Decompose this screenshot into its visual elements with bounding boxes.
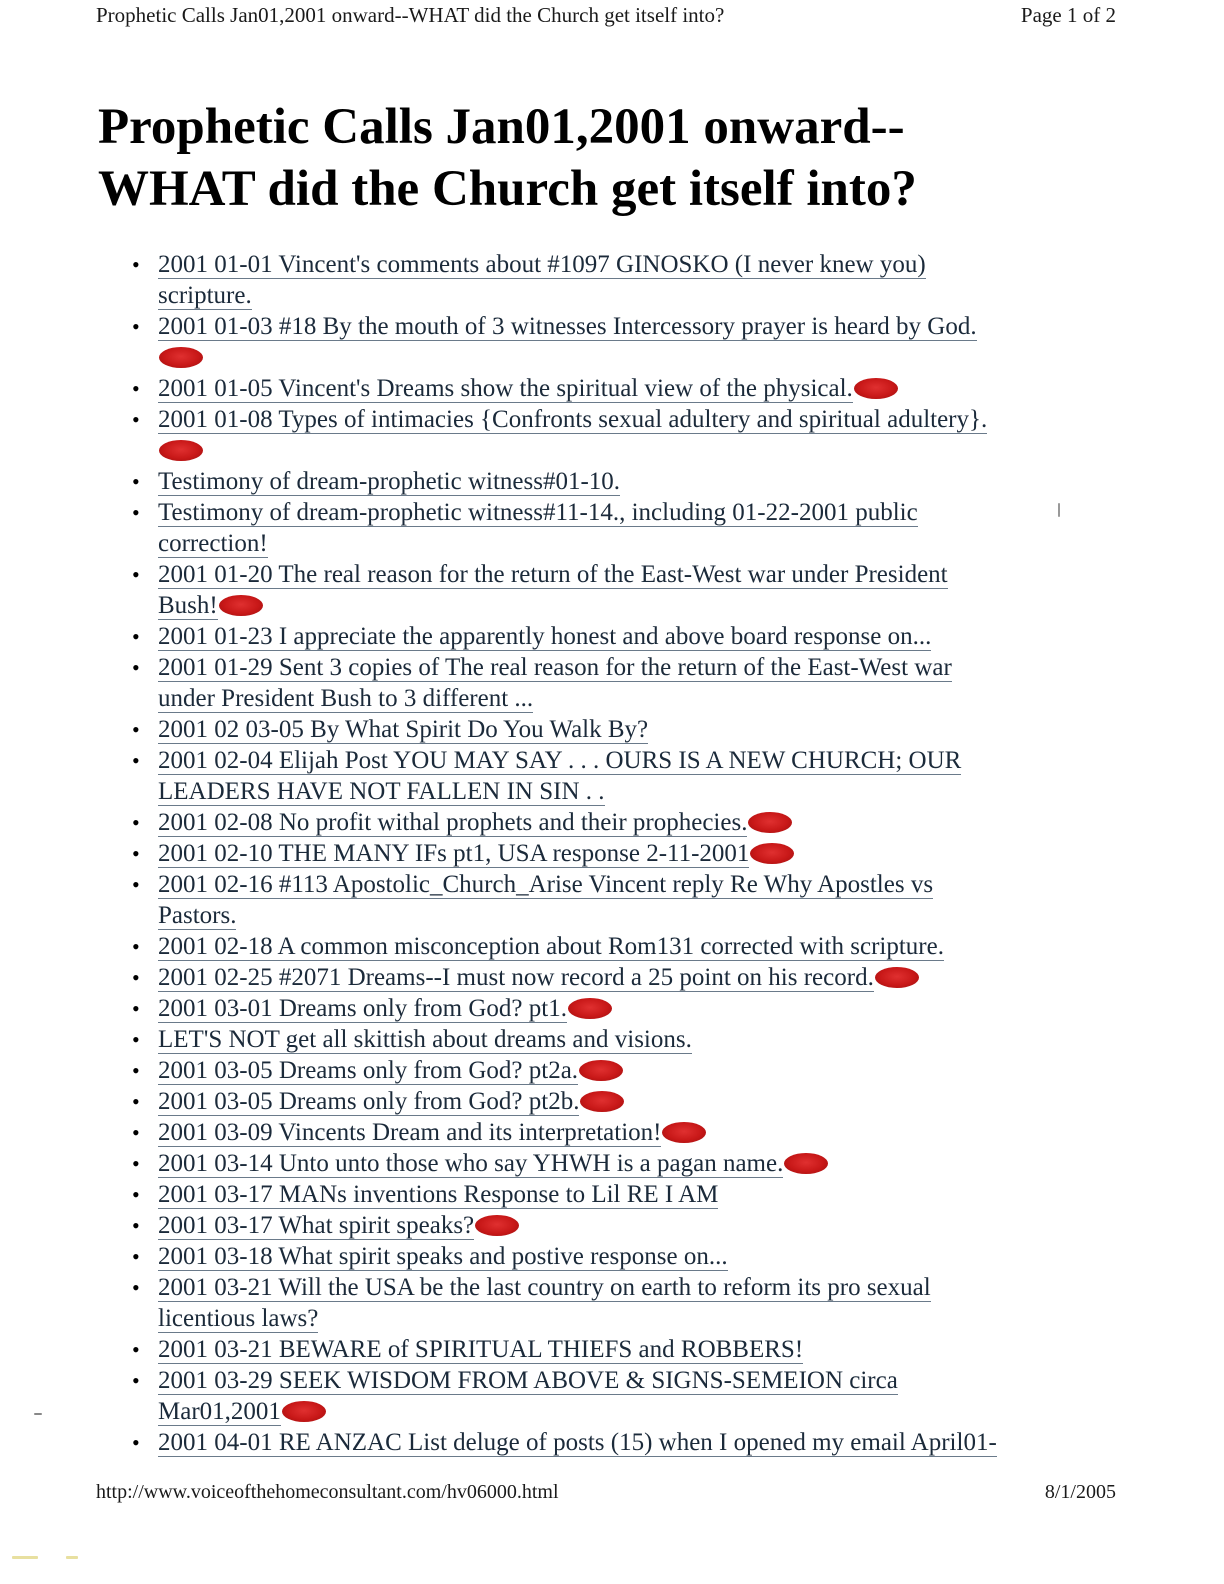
list-item <box>124 373 1084 404</box>
new-marker-icon <box>875 967 919 988</box>
page-title-line-2: WHAT did the Church get itself into? <box>98 161 917 217</box>
bullet-icon: • <box>132 655 140 680</box>
list-item <box>124 1365 1084 1427</box>
list-item <box>124 745 1084 807</box>
post-link[interactable]: 2001 02-25 #2071 Dreams--I must now record a 25 point on his record. <box>158 964 874 991</box>
post-link[interactable]: 2001 03-01 Dreams only from God? pt1. <box>158 995 567 1022</box>
bullet-icon: • <box>132 1244 140 1269</box>
new-marker-icon <box>662 1122 706 1143</box>
post-link[interactable]: 2001 01-08 Types of intimacies {Confronts sexual adultery and spiritual adultery}. <box>158 406 988 433</box>
footer-date: 8/1/2005 <box>1044 1481 1116 1503</box>
bullet-icon: • <box>132 934 140 959</box>
post-link[interactable]: 2001 03-05 Dreams only from God? pt2a. <box>158 1057 579 1084</box>
page-number: Page 1 of 2 <box>1020 3 1116 27</box>
bullet-icon: • <box>132 1058 140 1083</box>
new-marker-icon <box>568 998 612 1019</box>
page-title-line-1: Prophetic Calls Jan01,2001 onward-- <box>98 99 905 155</box>
new-marker-icon <box>475 1215 519 1236</box>
post-link[interactable]: 2001 04-01 RE ANZAC List deluge of posts (15) when I opened my email April01- <box>158 1429 997 1456</box>
bullet-icon: • <box>132 1089 140 1114</box>
print-header <box>96 0 1116 30</box>
bullet-icon: • <box>132 810 140 835</box>
list-item <box>124 1272 1084 1334</box>
post-link[interactable]: 2001 03-09 Vincents Dream and its interpretation! <box>158 1119 662 1146</box>
bullet-icon: • <box>132 748 140 773</box>
list-item <box>124 466 1084 497</box>
list-item <box>124 249 1084 311</box>
new-marker-icon <box>854 378 898 399</box>
post-link[interactable]: 2001 01-05 Vincent's Dreams show the spiritual view of the physical. <box>158 375 853 402</box>
new-marker-icon <box>159 347 203 368</box>
post-link[interactable]: 2001 02-18 A common misconception about Rom131 corrected with scripture. <box>158 933 944 960</box>
list-item <box>124 1117 1084 1148</box>
list-item <box>124 404 1084 466</box>
post-link[interactable]: 2001 01-03 #18 By the mouth of 3 witnesses Intercessory prayer is heard by God. <box>158 313 977 340</box>
new-marker-icon <box>748 812 792 833</box>
post-link[interactable]: 2001 03-14 Unto unto those who say YHWH is a pagan name. <box>158 1150 784 1177</box>
new-marker-icon <box>219 595 263 616</box>
list-item <box>124 559 1084 621</box>
list-item <box>124 1055 1084 1086</box>
bullet-icon: • <box>132 314 140 339</box>
list-item <box>124 1086 1084 1117</box>
post-link[interactable]: 2001 02-08 No profit withal prophets and their prophecies. <box>158 809 748 836</box>
scan-speck <box>12 1556 38 1559</box>
new-marker-icon <box>750 843 794 864</box>
list-item <box>124 1241 1084 1272</box>
bullet-icon: • <box>132 469 140 494</box>
bullet-icon: • <box>132 872 140 897</box>
list-item <box>124 931 1084 962</box>
new-marker-icon <box>282 1401 326 1422</box>
post-link[interactable]: 2001 02 03-05 By What Spirit Do You Walk By? <box>158 716 649 743</box>
print-footer <box>96 1477 1116 1507</box>
post-link[interactable]: 2001 03-17 MANs inventions Response to Lil RE I AM <box>158 1181 719 1208</box>
scan-speck <box>34 1413 42 1415</box>
list-item <box>124 962 1084 993</box>
list-item <box>124 1334 1084 1365</box>
scan-speck <box>1058 503 1060 517</box>
post-link[interactable]: 2001 02-04 Elijah Post YOU MAY SAY . . . OURS IS A NEW CHURCH; OUR LEADERS HAVE NOT FALLEN IN SIN . . <box>158 747 962 805</box>
list-item <box>124 621 1084 652</box>
post-link[interactable]: 2001 03-17 What spirit speaks? <box>158 1212 475 1239</box>
bullet-icon: • <box>132 1368 140 1393</box>
list-item <box>124 311 1084 373</box>
post-list <box>124 249 1084 1458</box>
post-link[interactable]: 2001 03-21 Will the USA be the last country on earth to reform its pro sexual licentious laws? <box>158 1274 931 1332</box>
post-link[interactable]: 2001 01-29 Sent 3 copies of The real reason for the return of the East-West war under President Bush to 3 different ... <box>158 654 952 712</box>
bullet-icon: • <box>132 1151 140 1176</box>
bullet-icon: • <box>132 500 140 525</box>
new-marker-icon <box>579 1060 623 1081</box>
bullet-icon: • <box>132 1027 140 1052</box>
new-marker-icon <box>580 1091 624 1112</box>
bullet-icon: • <box>132 1337 140 1362</box>
list-item <box>124 869 1084 931</box>
list-item <box>124 1024 1084 1055</box>
list-item <box>124 1427 1084 1458</box>
list-item <box>124 838 1084 869</box>
bullet-icon: • <box>132 841 140 866</box>
post-link[interactable]: 2001 01-20 The real reason for the return of the East-West war under President Bush! <box>158 561 948 619</box>
post-link[interactable]: 2001 02-10 THE MANY IFs pt1, USA response 2-11-2001 <box>158 840 750 867</box>
post-link[interactable]: 2001 03-05 Dreams only from God? pt2b. <box>158 1088 580 1115</box>
bullet-icon: • <box>132 1120 140 1145</box>
bullet-icon: • <box>132 562 140 587</box>
bullet-icon: • <box>132 1182 140 1207</box>
header-title: Prophetic Calls Jan01,2001 onward--WHAT did the Church get itself into? <box>96 3 725 27</box>
bullet-icon: • <box>132 407 140 432</box>
new-marker-icon <box>784 1153 828 1174</box>
list-item <box>124 652 1084 714</box>
bullet-icon: • <box>132 376 140 401</box>
scan-speck <box>66 1556 78 1559</box>
page-title <box>98 96 1128 220</box>
bullet-icon: • <box>132 996 140 1021</box>
bullet-icon: • <box>132 624 140 649</box>
new-marker-icon <box>159 440 203 461</box>
post-link[interactable]: 2001 01-23 I appreciate the apparently honest and above board response on... <box>158 623 932 650</box>
post-link[interactable]: 2001 03-21 BEWARE of SPIRITUAL THIEFS and ROBBERS! <box>158 1336 804 1363</box>
bullet-icon: • <box>132 1430 140 1455</box>
list-item <box>124 497 1084 559</box>
bullet-icon: • <box>132 717 140 742</box>
post-link[interactable]: 2001 01-01 Vincent's comments about #1097 GINOSKO (I never knew you) scripture. <box>158 251 926 309</box>
list-item <box>124 714 1084 745</box>
list-item <box>124 807 1084 838</box>
list-item <box>124 1179 1084 1210</box>
bullet-icon: • <box>132 1213 140 1238</box>
post-link[interactable]: Testimony of dream-prophetic witness#11-14., including 01-22-2001 public correction! <box>158 499 918 557</box>
list-item <box>124 1210 1084 1241</box>
list-item <box>124 993 1084 1024</box>
bullet-icon: • <box>132 965 140 990</box>
footer-url: http://www.voiceofthehomeconsultant.com/hv06000.html <box>96 1481 559 1503</box>
bullet-icon: • <box>132 252 140 277</box>
post-link[interactable]: 2001 03-29 SEEK WISDOM FROM ABOVE & SIGNS-SEMEION circa Mar01,2001 <box>158 1367 898 1425</box>
post-link[interactable]: LET'S NOT get all skittish about dreams and visions. <box>158 1026 692 1053</box>
list-item <box>124 1148 1084 1179</box>
post-link[interactable]: 2001 03-18 What spirit speaks and postive response on... <box>158 1243 728 1270</box>
post-link[interactable]: 2001 02-16 #113 Apostolic_Church_Arise Vincent reply Re Why Apostles vs Pastors. <box>158 871 934 929</box>
bullet-icon: • <box>132 1275 140 1300</box>
post-link[interactable]: Testimony of dream-prophetic witness#01-10. <box>158 468 621 495</box>
